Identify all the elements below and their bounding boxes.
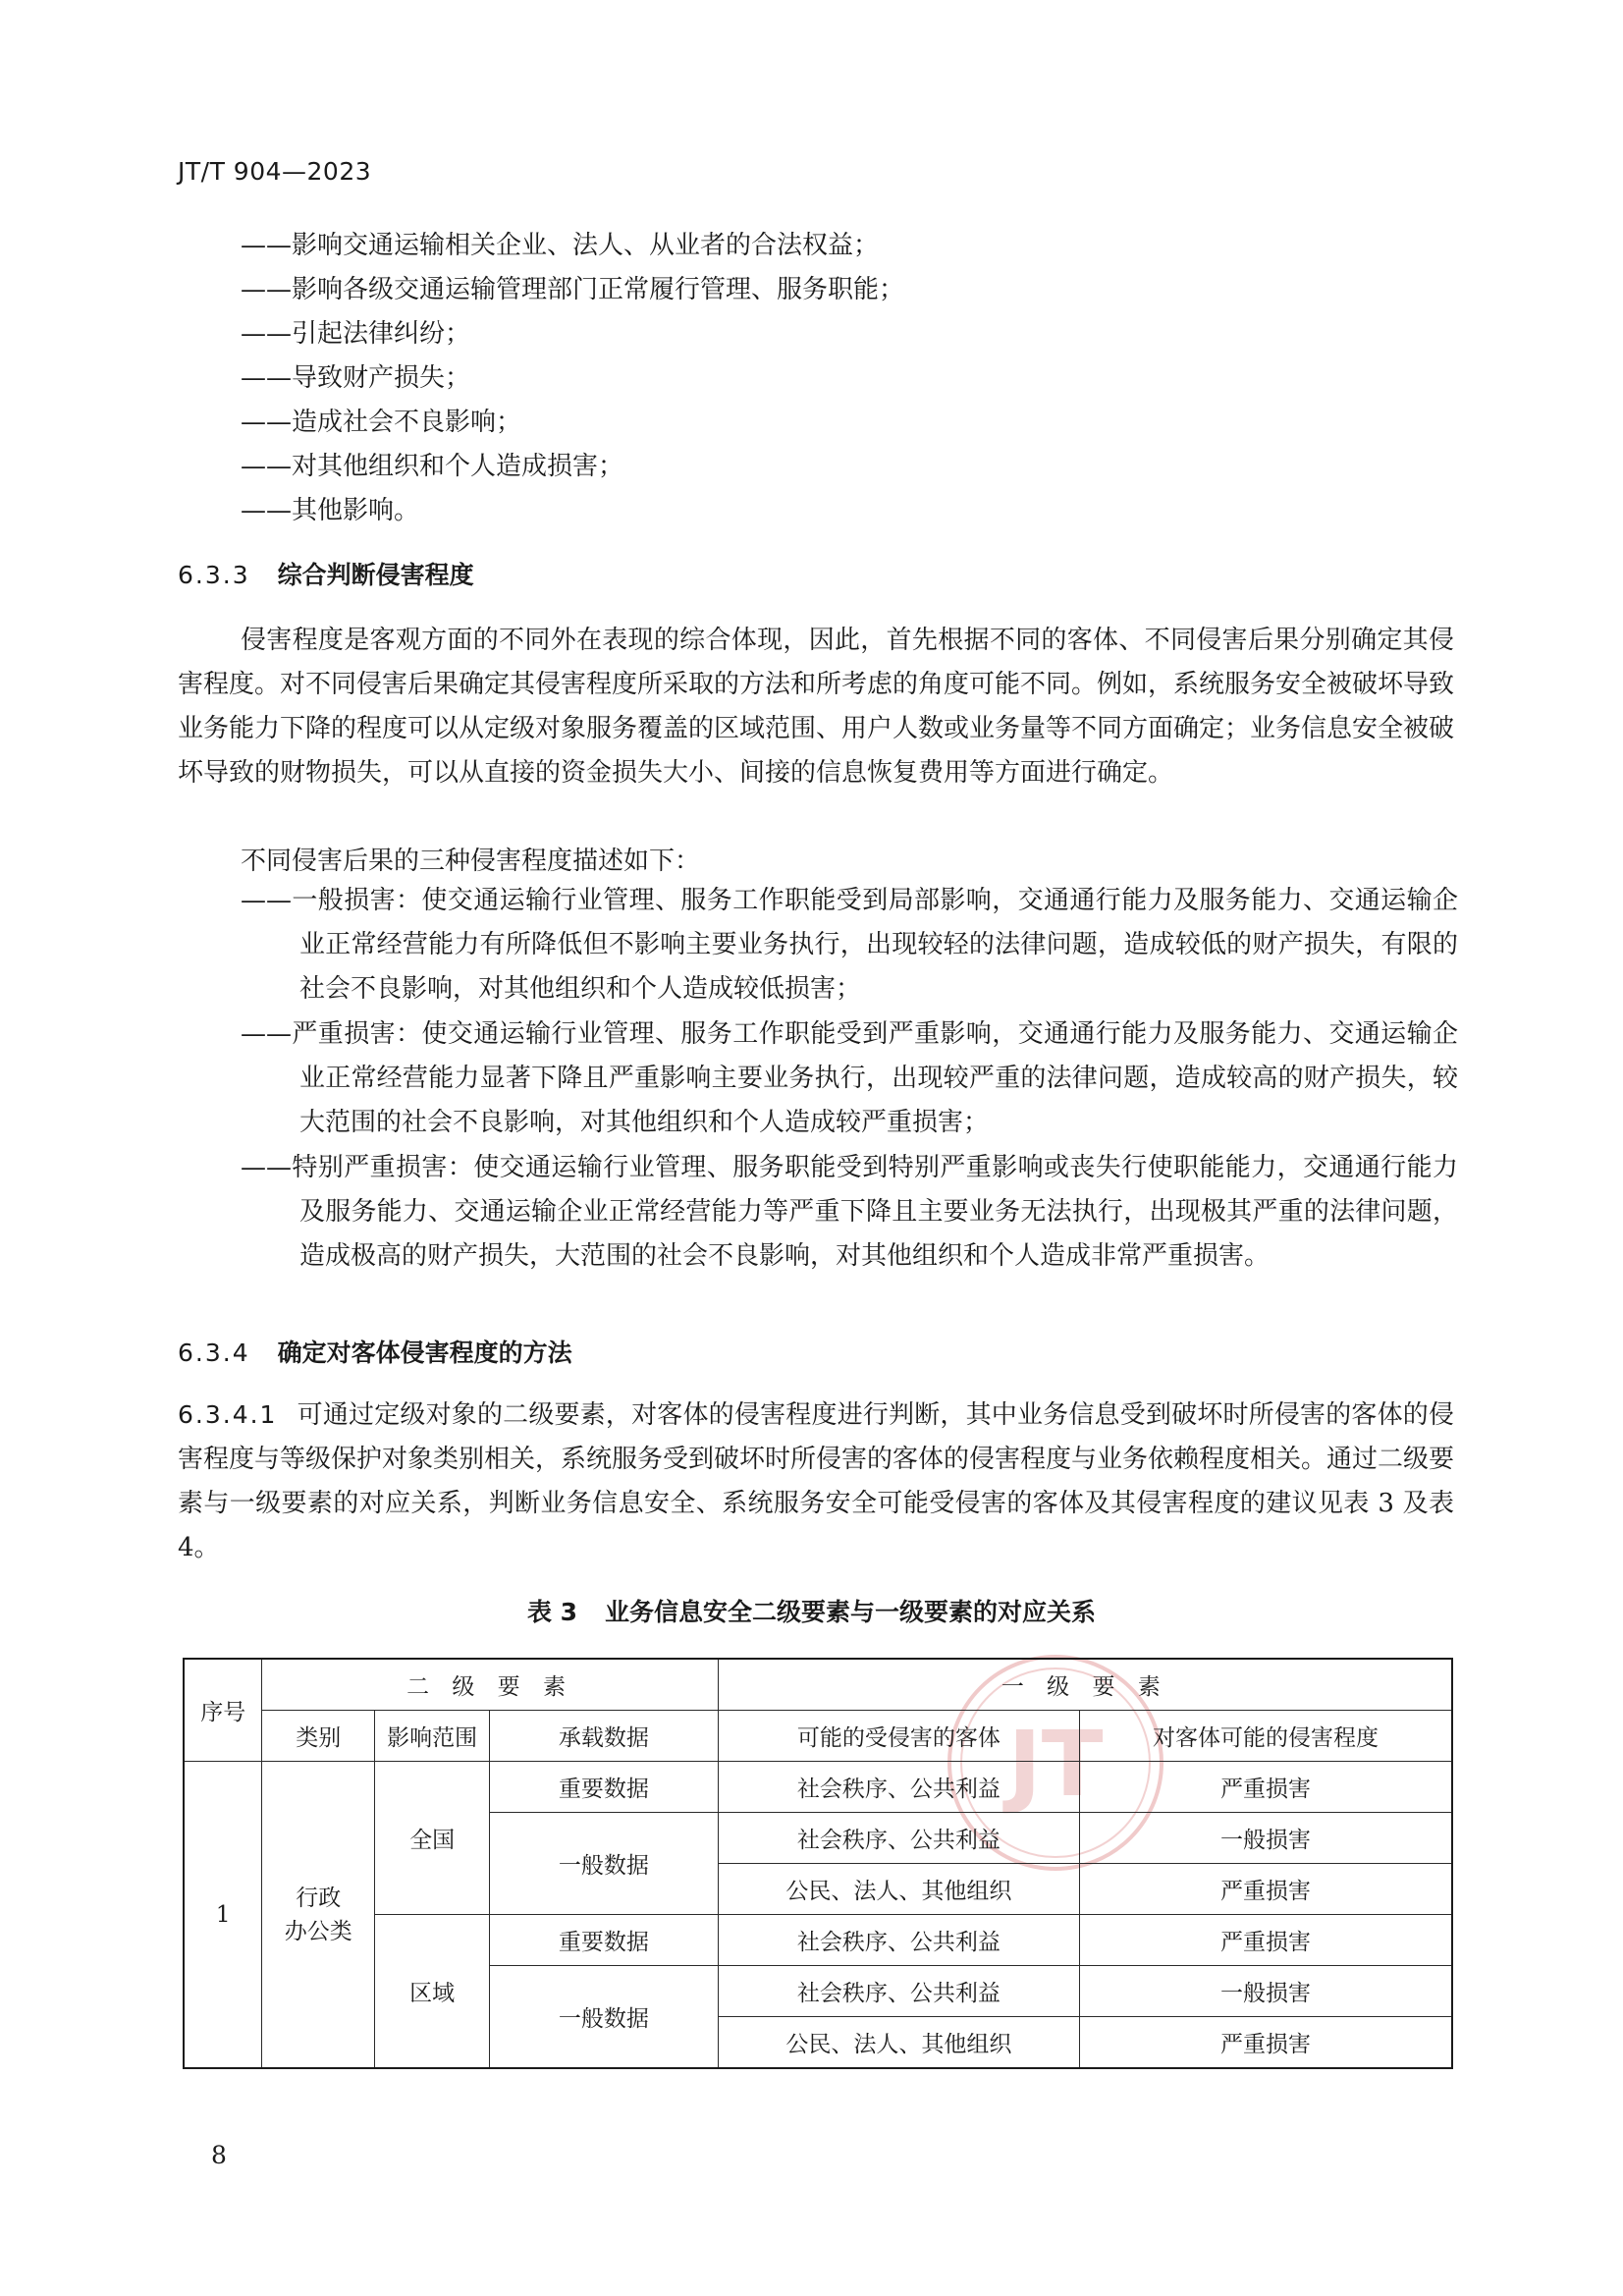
consequence-list	[241, 224, 1458, 533]
cell-data-general: 一般数据	[490, 1966, 719, 2069]
cell-scope-regional: 区域	[375, 1915, 490, 2069]
seal-letters: JT	[1007, 1712, 1104, 1817]
cell-object: 公民、法人、其他组织	[718, 2017, 1079, 2069]
table-number: 表 3	[526, 1598, 578, 1626]
list-item: ——一般损害：使交通运输行业管理、服务工作职能受到局部影响，交通通行能力及服务能力、交通运输企业正常经营能力有所降低但不影响主要业务执行，出现较轻的法律问题，造成较低的财产损失，有限的社会不良影响，对其他组织和个人造成较低损害；	[241, 886, 1458, 1004]
cell-degree: 一般损害	[1080, 1813, 1452, 1864]
cell-object: 公民、法人、其他组织	[718, 1864, 1079, 1915]
header-object: 可能的受侵害的客体	[718, 1711, 1079, 1762]
cell-data-important: 重要数据	[490, 1762, 719, 1813]
section-number: 6.3.4	[178, 1339, 250, 1367]
cell-degree: 一般损害	[1080, 1966, 1452, 2017]
table-row	[184, 1915, 1452, 1966]
cell-scope-national: 全国	[375, 1762, 490, 1915]
cell-data-general: 一般数据	[490, 1813, 719, 1915]
page-number: 8	[211, 2141, 227, 2169]
cell-category: 行政 办公类	[262, 1762, 375, 2069]
cell-data-important: 重要数据	[490, 1915, 719, 1966]
cell-degree: 严重损害	[1080, 2017, 1452, 2069]
cell-object: 社会秩序、公共利益	[718, 1915, 1079, 1966]
header-scope: 影响范围	[375, 1711, 490, 1762]
header-primary-elements: 一 级 要 素	[718, 1659, 1452, 1711]
clause-text: 可通过定级对象的二级要素，对客体的侵害程度进行判断，其中业务信息受到破坏时所侵害的客体的侵害程度与等级保护对象类别相关，系统服务受到破坏时所侵害的客体的侵害程度与业务依赖程度相关。通过二级要素与一级要素的对应关系，判断业务信息安全、系统服务安全可能受侵害的客体及其侵害程度的建议见表 3 及表 4。	[178, 1400, 1455, 1562]
header-seq: 序号	[184, 1659, 262, 1762]
table-caption	[0, 1593, 1623, 1628]
clause-6-3-4-1	[178, 1393, 1454, 1570]
cell-object: 社会秩序、公共利益	[718, 1966, 1079, 2017]
cell-object: 社会秩序、公共利益	[718, 1762, 1079, 1813]
section-number: 6.3.3	[178, 561, 250, 589]
cell-degree: 严重损害	[1080, 1915, 1452, 1966]
header-degree: 对客体可能的侵害程度	[1080, 1711, 1452, 1762]
cell-degree: 严重损害	[1080, 1864, 1452, 1915]
list-item: ——导致财产损失；	[241, 363, 471, 393]
list-item: ——影响交通运输相关企业、法人、从业者的合法权益；	[241, 231, 880, 260]
table-row	[184, 1762, 1452, 1813]
section-title: 确定对客体侵害程度的方法	[277, 1339, 572, 1367]
cell-object: 社会秩序、公共利益	[718, 1813, 1079, 1864]
list-item: ——影响各级交通运输管理部门正常履行管理、服务职能；	[241, 275, 905, 304]
list-item: ——严重损害：使交通运输行业管理、服务工作职能受到严重影响，交通通行能力及服务能力、交通运输企业正常经营能力显著下降且严重影响主要业务执行，出现较严重的法律问题，造成较高的财产损失，较大范围的社会不良影响，对其他组织和个人造成较严重损害；	[241, 1019, 1458, 1137]
clause-number: 6.3.4.1	[178, 1400, 278, 1429]
list-item: ——对其他组织和个人造成损害；	[241, 452, 624, 481]
table-3	[183, 1658, 1453, 2069]
body-paragraph: 侵害程度是客观方面的不同外在表现的综合体现，因此，首先根据不同的客体、不同侵害后果分别确定其侵害程度。对不同侵害后果确定其侵害程度所采取的方法和所考虑的角度可能不同。例如，系统服务安全被破坏导致业务能力下降的程度可以从定级对象服务覆盖的区域范围、用户人数或业务量等不同方面确定；业务信息安全被破坏导致的财物损失，可以从直接的资金损失大小、间接的信息恢复费用等方面进行确定。	[178, 626, 1455, 788]
header-data: 承载数据	[490, 1711, 719, 1762]
damage-levels-list	[241, 879, 1458, 1280]
header-category: 类别	[262, 1711, 375, 1762]
section-heading-6-3-3	[178, 556, 474, 591]
header-secondary-elements: 二 级 要 素	[262, 1659, 718, 1711]
document-code: JT/T 904—2023	[178, 157, 372, 186]
levels-intro: 不同侵害后果的三种侵害程度描述如下：	[241, 847, 701, 876]
list-item: ——引起法律纠纷；	[241, 319, 471, 349]
section-title: 综合判断侵害程度	[277, 561, 474, 589]
list-item: ——其他影响。	[241, 496, 420, 525]
cell-seq: 1	[184, 1762, 262, 2069]
list-item: ——特别严重损害：使交通运输行业管理、服务职能受到特别严重影响或丧失行使职能能力，交通通行能力及服务能力、交通运输企业正常经营能力等严重下降且主要业务无法执行，出现极其严重的法律问题，造成极高的财产损失，大范围的社会不良影响，对其他组织和个人造成非常严重损害。	[241, 1153, 1458, 1271]
cell-degree: 严重损害	[1080, 1762, 1452, 1813]
list-item: ——造成社会不良影响；	[241, 408, 522, 437]
table-title: 业务信息安全二级要素与一级要素的对应关系	[605, 1598, 1097, 1626]
section-heading-6-3-4	[178, 1334, 572, 1369]
